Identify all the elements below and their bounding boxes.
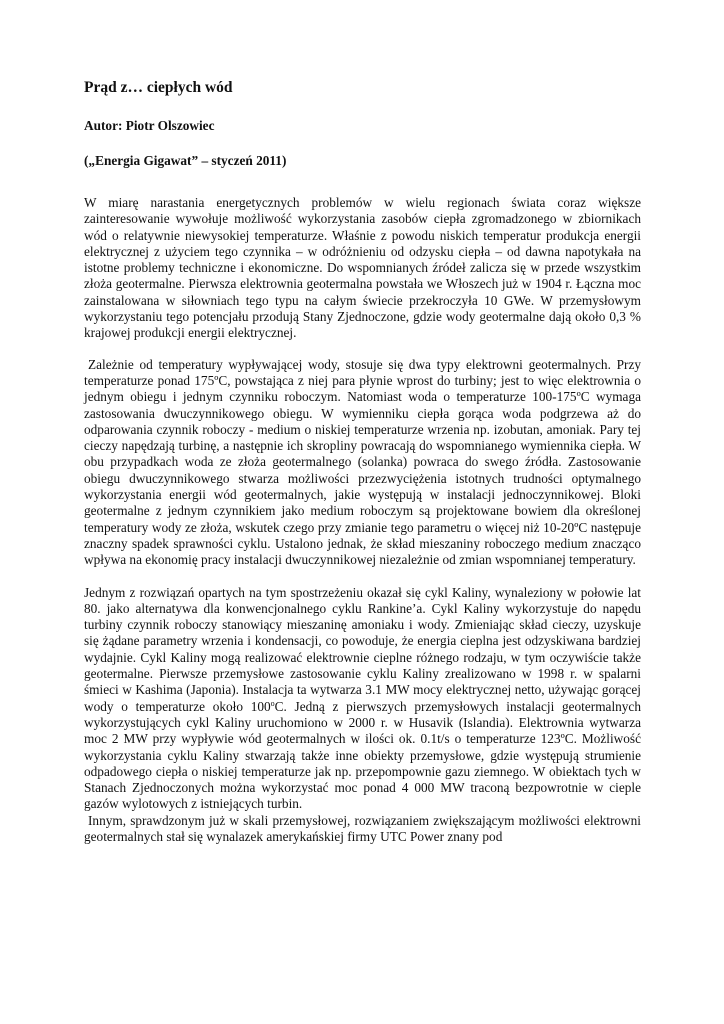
document-page [84,78,641,845]
paragraph-1: W miarę narastania energetycznych problemów w wielu regionach świata coraz większe zainteresowanie wywołuje możliwość wykorzystania zasobów ciepła zgromadzonego w zbiornikach wód o relatywnie niewysokiej temperaturze. Właśnie z powodu niskich temperatur produkcja energii elektrycznej z użyciem tego czynnika – w odróżnieniu od odzysku ciepła – od dawna napotykała na istotne problemy techniczne i ekonomiczne. Do wspomnianych źródeł zalicza się w przede wszystkim złoża geotermalne. Pierwsza elektrownia geotermalna powstała we Włoszech już w 1904 r. Łączna moc zainstalowana w siłowniach tego typu na całym świecie przekroczyła 10 GWe. W przemysłowym wykorzystaniu tego potencjału przodują Stany Zjednoczone, gdzie wody geotermalne dają około 0,3 % krajowej produkcji energii elektrycznej. [84,195,641,341]
paragraph-3 [84,585,641,813]
paragraph-2: Zależnie od temperatury wypływającej wody, stosuje się dwa typy elektrowni geotermalnych. Przy temperaturze ponad 175ºC, powstająca z niej para płynie wprost do turbiny; jest to więc elektrownia o jednym obiegu i jednym czynniku roboczym. Natomiast woda o temperaturze 100-175ºC wymaga zastosowania dwuczynnikowego obiegu. W wymienniku ciepła gorąca woda podgrzewa aż do odparowania czynnik roboczy - medium o niskiej temperaturze wrzenia np. izobutan, amoniak. Pary tej cieczy napędzają turbinę, a następnie ich skropliny powracają do wspomnianego wymiennika ciepła. W obu przypadkach woda ze złoża geotermalnego (solanka) powraca do swego źródła. Zastosowanie obiegu dwuczynnikowego stwarza możliwości przezwyciężenia istotnych trudności optymalnego wykorzystania energii wód geotermalnych, jakie występują w instalacji jednoczynnikowej. Bloki geotermalne z jednym czynnikiem jako medium roboczym są projektowane bowiem dla określonej temperatury wody ze złoża, wskutek czego przy zmianie tego parametru o więcej niż 10-20ºC następuje znaczny spadek sprawności cyklu. Ustalono jednak, że skład mieszaniny roboczego medium znacząco wpływa na ekonomię pracy instalacji dwuczynnikowej niezależnie od zmian wspomnianej temperatury. [84,356,641,568]
degree-superscript: o [270,698,275,708]
paragraph-3-part-1: Jednym z rozwiązań opartych na tym spostrzeżeniu okazał się cykl Kaliny, wynaleziony w połowie lat 80. jako alternatywa dla konwencjonalnego cyklu Rankine’a. Cykl Kaliny wykorzystuje do napędu turbiny czynnik roboczy stanowiący mieszaninę amoniaku i wody. Zmieniając skład cieczy, uzyskuje się żądane parametry wrzenia i kondensacji, co powoduje, że energia cieplna jest odzyskiwana bardziej wydajnie. Cykl Kaliny mogą realizować elektrownie cieplne różnego rodzaju, w tym oczywiście także geotermalne. Pierwsze przemysłowe zastosowanie cyklu Kaliny zrealizowano w 1998 r. w spalarni śmieci w Kashima (Japonia). Instalacja ta wytwarza 3.1 MW mocy elektrycznej netto, używając gorącej wody o temperaturze około 100 [84,584,641,714]
article-title: Prąd z… ciepłych wód [84,79,233,96]
paragraph-3-part-2: C. Jedną z pierwszych przemysłowych instalacji geotermalnych wykorzystujących cykl Kaliny uruchomiono w 2000 r. w Husavik (Islandia). Elektrownia wytwarza moc 2 MW przy wypływie wód geotermalnych w ilości ok. 0.1t/s o temperaturze 123ºC. Możliwość wykorzystania cyklu Kaliny stwarzają także inne obiekty przemysłowe, gdzie występują strumienie odpadowego ciepła o niskiej temperaturze jak np. przepompownie gazu ziemnego. W obiektach tych w Stanach Zjednoczonych można wykorzystać moc ponad 4 000 MW traconą bezpowrotnie w cieple gazów wylotowych z istniejących turbin. [84,698,641,812]
source-line: („Energia Gigawat” – styczeń 2011) [84,153,287,168]
author-line: Autor: Piotr Olszowiec [84,118,215,133]
paragraph-4: Innym, sprawdzonym już w skali przemysłowej, rozwiązaniem zwiększającym możliwości elektrowni geotermalnych stał się wynalazek amerykańskiej firmy UTC Power znany pod [84,812,641,844]
